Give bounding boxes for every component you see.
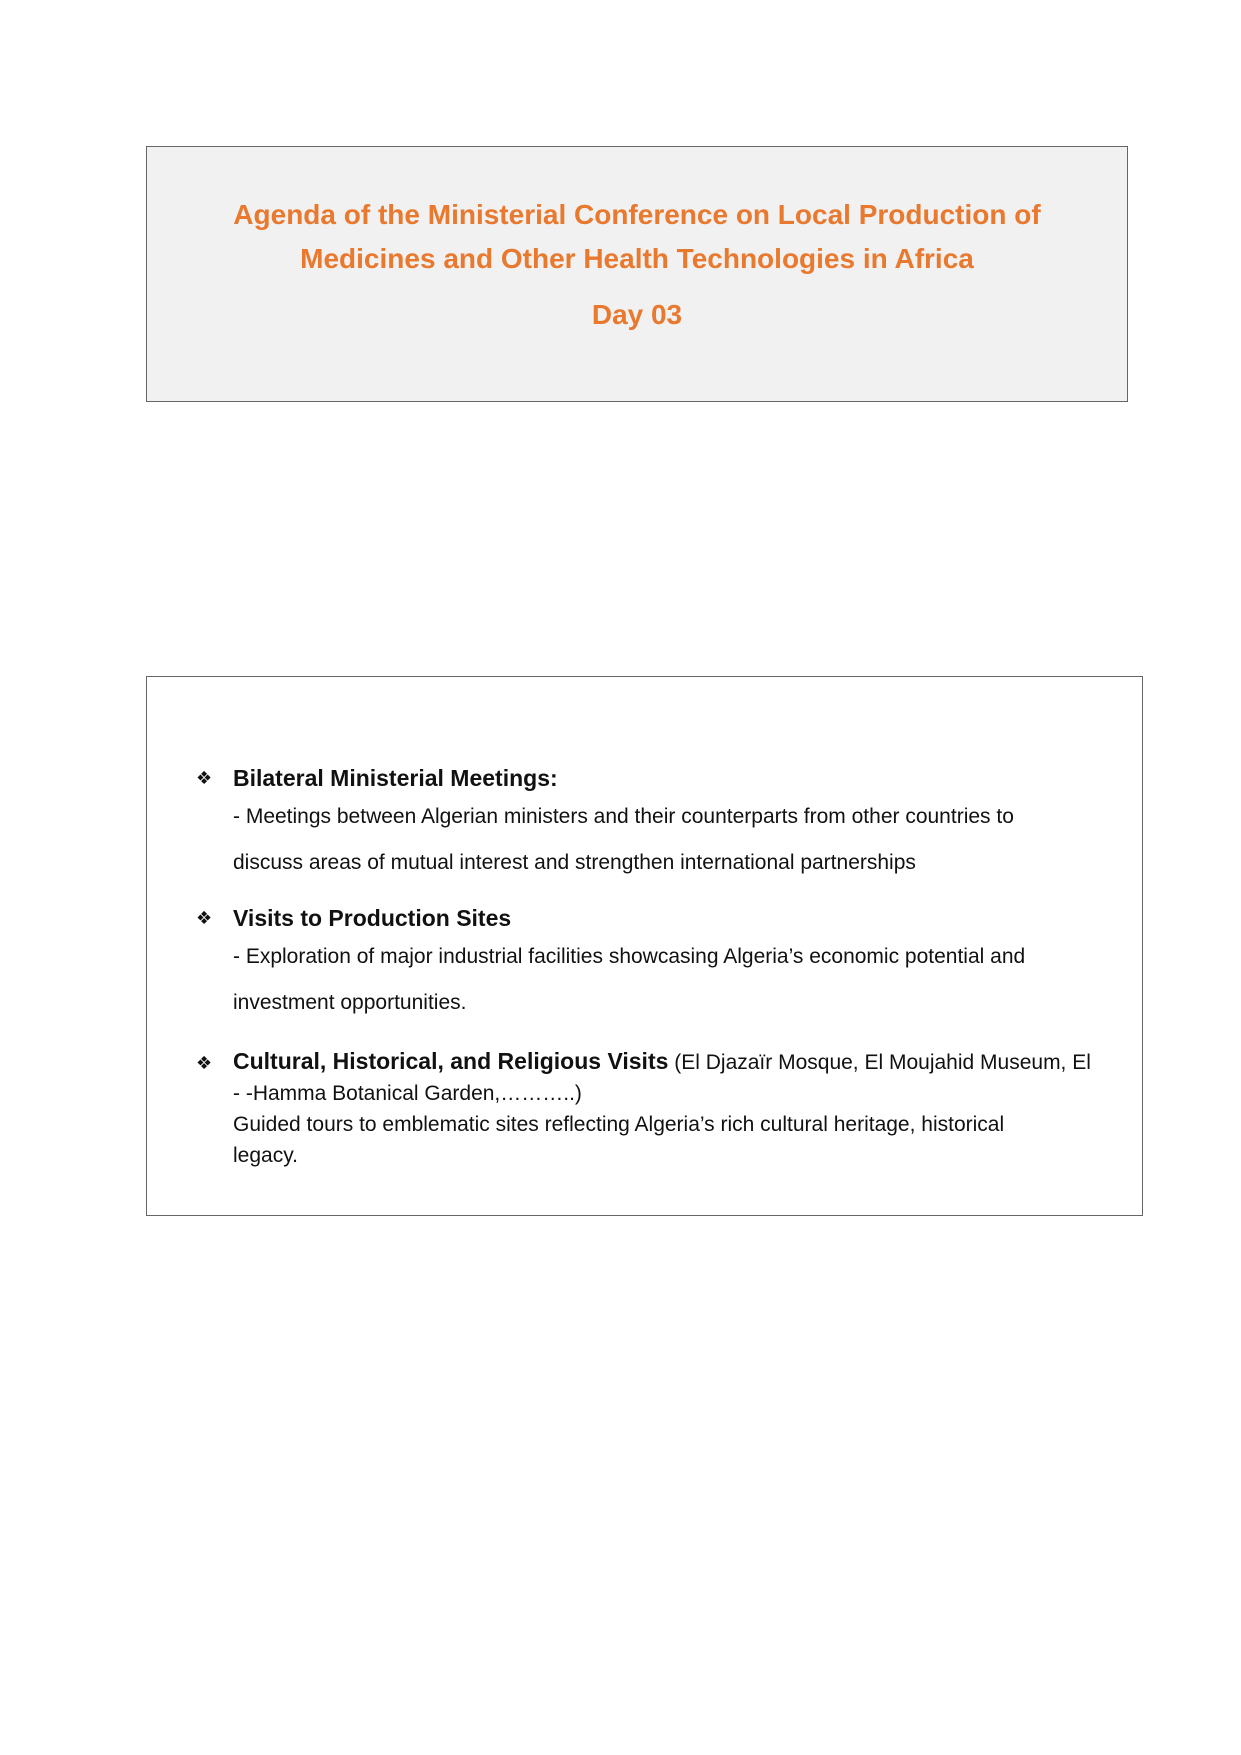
title-box bbox=[146, 146, 1128, 402]
day-label: Day 03 bbox=[591, 299, 683, 330]
description-line: Guided tours to emblematic sites reflecting Algeria’s rich cultural heritage, historical bbox=[233, 1113, 1005, 1136]
description-line: - Exploration of major industrial facilities showcasing Algeria’s economic potential and bbox=[233, 945, 1026, 968]
title-text bbox=[147, 147, 1127, 333]
agenda-item-heading: Bilateral Ministerial Meetings: bbox=[233, 765, 558, 791]
description-line: legacy. bbox=[233, 1144, 298, 1167]
agenda-item-description bbox=[233, 794, 1113, 886]
description-line: discuss areas of mutual interest and strengthen international partnerships bbox=[233, 851, 916, 874]
diamond-bullet-icon: ❖ bbox=[196, 908, 213, 928]
agenda-item-cultural-text bbox=[233, 1046, 1123, 1171]
agenda-item-heading-suffix: (El Djazaïr Mosque, El Moujahid Museum, El bbox=[668, 1051, 1091, 1074]
agenda-item-heading: Visits to Production Sites bbox=[233, 905, 512, 931]
cultural-heading-line bbox=[233, 1046, 1123, 1078]
description-line: - Meetings between Algerian ministers and their counterparts from other countries to bbox=[233, 805, 1014, 828]
agenda-item-description bbox=[233, 934, 1113, 1026]
agenda-item-heading: Cultural, Historical, and Religious Visits bbox=[233, 1048, 669, 1074]
title-line-1: Agenda of the Ministerial Conference on Local Production of bbox=[233, 199, 1041, 230]
diamond-bullet-icon: ❖ bbox=[196, 768, 213, 788]
agenda-box bbox=[146, 676, 1143, 1216]
description-line: investment opportunities. bbox=[233, 991, 467, 1014]
description-line: - -Hamma Botanical Garden,………..) bbox=[233, 1082, 582, 1105]
diamond-bullet-icon: ❖ bbox=[196, 1053, 213, 1073]
title-line-2: Medicines and Other Health Technologies in Africa bbox=[300, 243, 974, 274]
